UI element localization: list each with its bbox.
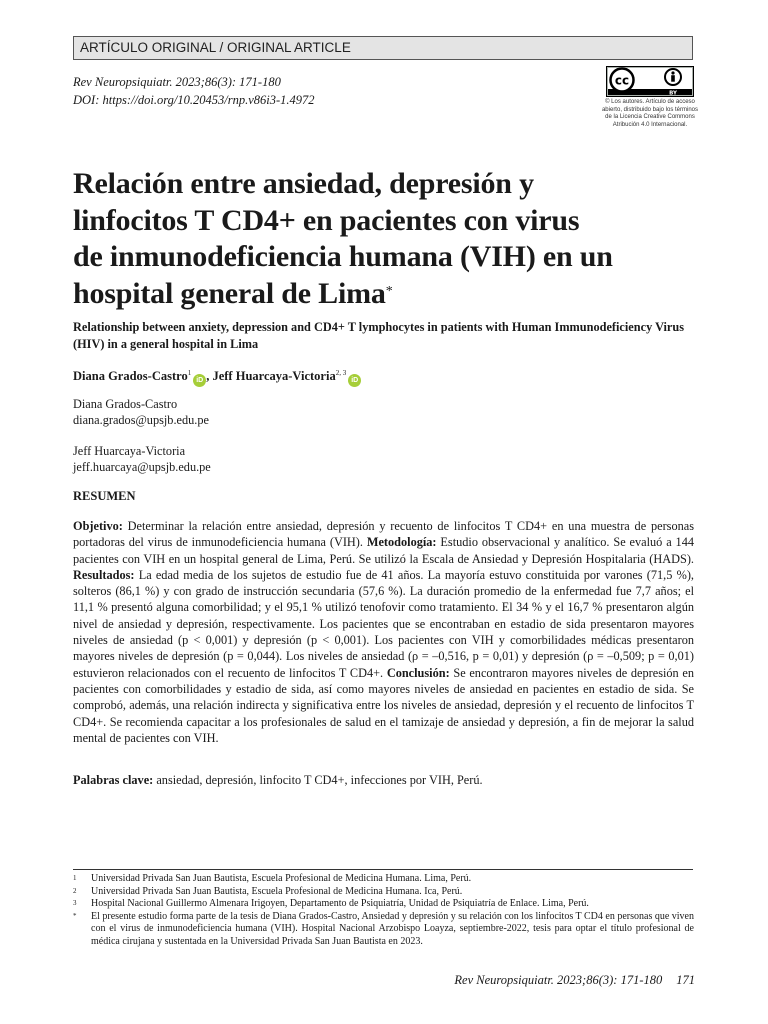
title-footnote-mark: * — [385, 283, 393, 299]
page-number: 171 — [676, 973, 695, 987]
keywords-label: Palabras clave: — [73, 773, 154, 787]
abstract-heading: RESUMEN — [73, 489, 136, 503]
title-line-4: hospital general de Lima — [73, 276, 386, 310]
footnote-mark: * — [73, 911, 77, 920]
keywords — [73, 772, 694, 788]
conclusion-label: Conclusión: — [386, 665, 450, 680]
footnote-text: El presente estudio forma parte de la tesis de Diana Grados-Castro, Ansiedad y depresión y su relación con los linfocitos T CD4 en personas que viven con el virus de inmunodeficiencia humana (VIH). Hospital Nacional Arzobispo Loayza, septiembre-2022, tesis para optar el título profesional de médica cirujana y sustentada en la Universidad Privada San Juan Bautista en 2023. — [91, 910, 694, 947]
conclusion-text: Se encontraron mayores niveles de depresión en pacientes con comorbilidades y estadio de sida, así como mayores niveles de ansiedad en pacientes en estadio de sida. Se comprobó, además, una relación indirecta y significativa entre los niveles de ansiedad, depresión y el recuento de linfocitos T CD4+. Se recomienda capacitar a los profesionales de salud en el tamizaje de ansiedad y depresión, a fin de mejorar la salud mental de pacientes con VIH. — [73, 665, 694, 745]
author-contact-2 — [73, 443, 211, 475]
author-list — [73, 364, 361, 387]
footnote-text: Universidad Privada San Juan Bautista, Escuela Profesional de Medicina Humana. Ica, Perú. — [91, 885, 463, 897]
title-line-1: Relación entre ansiedad, depresión y — [73, 167, 534, 200]
footnote-item — [73, 898, 694, 911]
author-name-2: Jeff Huarcaya-Victoria — [212, 369, 336, 384]
resultados-label: Resultados: — [73, 567, 135, 582]
footnote-mark: 2 — [73, 886, 77, 895]
footnote-divider — [73, 869, 693, 870]
footnote-text: Hospital Nacional Guillermo Almenara Irigoyen, Departamento de Psiquiatría, Unidad de Psiquiatría de Enlace. Lima, Perú. — [91, 898, 589, 909]
author-separator: , — [206, 369, 213, 384]
section-label: ARTÍCULO ORIGINAL / ORIGINAL ARTICLE — [73, 36, 693, 60]
keywords-text: ansiedad, depresión, linfocito T CD4+, infecciones por VIH, Perú. — [153, 773, 483, 787]
orcid-icon[interactable]: iD — [193, 374, 206, 387]
author-name-1: Diana Grados-Castro — [73, 369, 188, 384]
metodologia-label: Metodología: — [366, 535, 437, 550]
footer-citation: Rev Neuropsiquiatr. 2023;86(3): 171-180 — [454, 973, 663, 987]
footnote-mark: 3 — [73, 899, 77, 907]
title-line-2: linfocitos T CD4+ en pacientes con virus — [73, 203, 580, 237]
cc-badge-text: cc — [614, 73, 630, 88]
contact-email[interactable]: diana.grados@upsjb.edu.pe — [73, 413, 209, 427]
doi-link[interactable]: DOI: https://doi.org/10.20453/rnp.v86i3-1.4972 — [73, 93, 315, 107]
resultados-text: La edad media de los sujetos de estudio fue de 41 años. La mayoría estuvo constituida por varones (71,5 %), solteros (86,1 %) y con grado de instrucción secundaria (57,6 %). La duración promedio de la enfermedad fue 7,7 años; el 11,1 % presentó alguna comorbilidad; y el 95,1 % utilizó tenofovir como tratamiento. El 34 % y el 16,7 % presentaron algún nivel de ansiedad y depresión, respectivamente. Los pacientes que se encontraban en estadio de sida presentaron mayores niveles de ansiedad (p < 0,001) y depresión (p < 0,001). Los pacientes con VIH y comorbilidades médicas presentaron mayores niveles de depresión (p = 0,044). Los niveles de ansiedad (ρ = –0,516, p = 0,01) y depresión (ρ = –0,509; p = 0,01) estuvieron relacionados con el recuento de linfocitos T CD4+. — [73, 567, 694, 680]
footnote-item — [73, 873, 694, 886]
abstract-body — [73, 518, 694, 746]
author-affiliation-2: 2, 3 — [335, 369, 347, 377]
author-contact-1 — [73, 396, 209, 428]
contact-email[interactable]: jeff.huarcaya@upsjb.edu.pe — [73, 460, 211, 474]
author-affiliation-1: 1 — [187, 369, 192, 377]
by-badge-text: BY — [669, 90, 677, 97]
footnote-text: Universidad Privada San Juan Bautista, Escuela Profesional de Medicina Humana. Lima, Perú. — [91, 873, 472, 884]
objetivo-label: Objetivo: — [73, 519, 123, 533]
cc-by-license-icon[interactable] — [606, 66, 694, 97]
contact-name: Diana Grados-Castro — [73, 397, 178, 411]
objetivo-text: Determinar la relación entre ansiedad, depresión y recuento de linfocitos T CD4+ en una muestra de personas portadoras del virus de inmunodeficiencia humana (VIH). — [73, 519, 694, 550]
footnote-mark: 1 — [73, 874, 77, 882]
journal-citation — [73, 73, 315, 109]
article-title — [73, 166, 673, 312]
page-footer — [454, 973, 695, 988]
license-text: © Los autores. Artículo de acceso abierto, distribuido bajo los términos de la Licencia Creative Commons Atribución 4.0 Internacional. — [601, 99, 699, 128]
metodologia-text: Estudio observacional y analítico. Se evaluó a 144 pacientes con VIH en un hospital general de Lima, Perú. Se utilizó la Escala de Ansiedad y Depresión Hospitalaria (HADS). — [73, 535, 694, 566]
english-title: Relationship between anxiety, depression and CD4+ T lymphocytes in patients with Human Immunodeficiency Virus (HIV) in a general hospital in Lima — [73, 320, 684, 351]
citation-line: Rev Neuropsiquiatr. 2023;86(3): 171-180 — [73, 75, 281, 89]
contact-name: Jeff Huarcaya-Victoria — [73, 444, 186, 458]
footnote-item — [73, 911, 694, 949]
license-block — [598, 66, 702, 129]
footnotes — [73, 873, 694, 948]
orcid-icon[interactable]: iD — [348, 374, 361, 387]
footnote-item — [73, 886, 694, 899]
title-line-3: de inmunodeficiencia humana (VIH) en un — [73, 240, 613, 273]
